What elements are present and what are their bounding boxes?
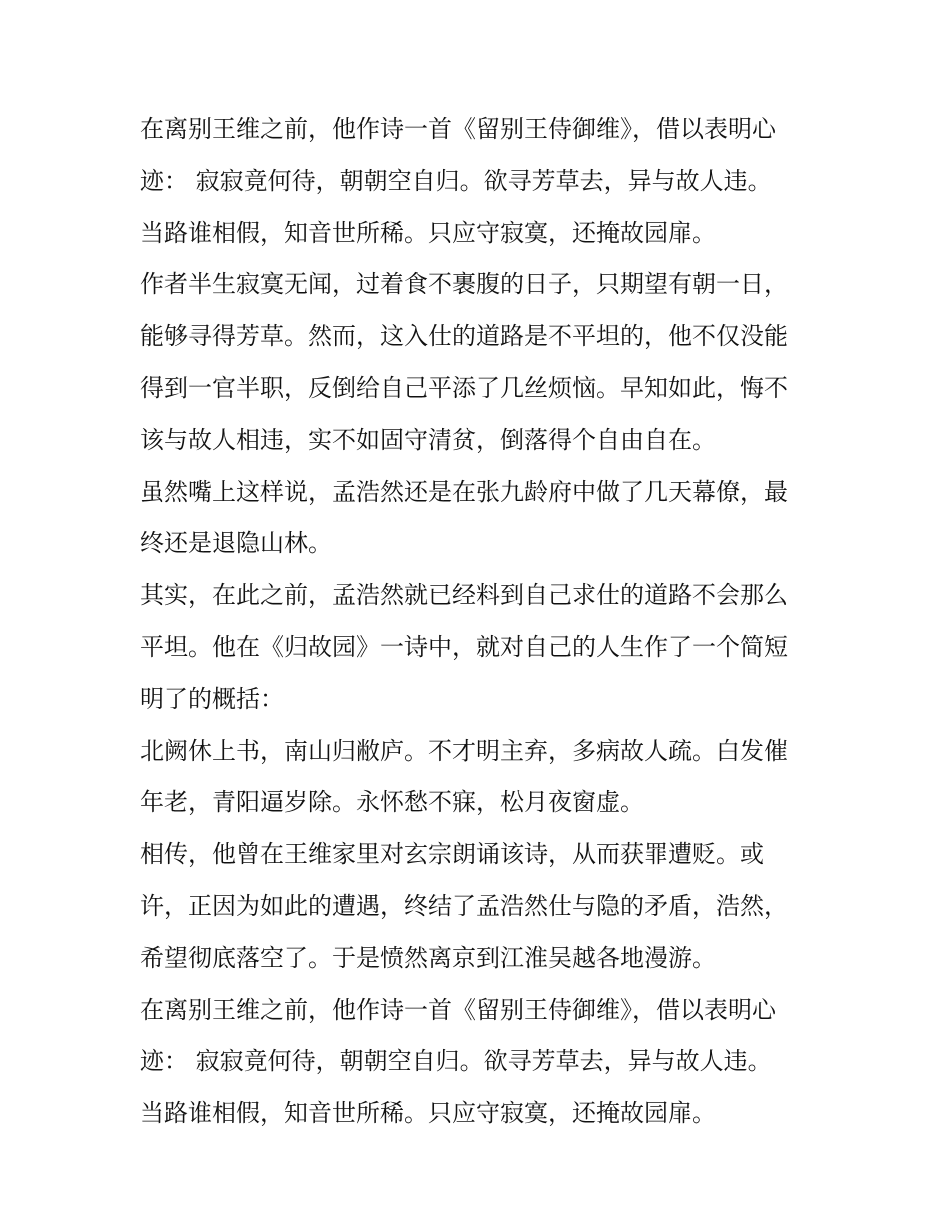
text-line: 终还是退隐山林。	[140, 529, 332, 558]
text-line: 在离别王维之前，他作诗一首《留别王侍御维》，借以表明心	[140, 995, 776, 1024]
text-line: 能够寻得芳草。然而，这入仕的道路是不平坦的，他不仅没能	[140, 322, 788, 351]
text-line: 其实，在此之前，孟浩然就已经料到自己求仕的道路不会那么	[140, 581, 788, 610]
text-line: 该与故人相违，实不如固守清贫，倒落得个自由自在。	[140, 425, 716, 454]
text-line: 北阙休上书，南山归敝庐。不才明主弃，多病故人疏。白发催	[140, 736, 788, 765]
document-body	[140, 104, 820, 1140]
text-line: 迹： 寂寂竟何待，朝朝空自归。欲寻芳草去，异与故人违。	[140, 166, 772, 195]
text-line: 明了的概括：	[140, 684, 284, 713]
text-line: 作者半生寂寞无闻，过着食不裹腹的日子，只期望有朝一日，	[140, 270, 788, 299]
text-line: 许，正因为如此的遭遇，终结了孟浩然仕与隐的矛盾，浩然，	[140, 891, 788, 920]
text-line: 迹： 寂寂竟何待，朝朝空自归。欲寻芳草去，异与故人违。	[140, 1047, 772, 1076]
text-line: 年老，青阳逼岁除。永怀愁不寐，松月夜窗虚。	[140, 788, 644, 817]
text-line: 当路谁相假，知音世所稀。只应守寂寞，还掩故园扉。	[140, 218, 716, 247]
text-line: 得到一官半职，反倒给自己平添了几丝烦恼。早知如此，悔不	[140, 373, 788, 402]
text-line: 当路谁相假，知音世所稀。只应守寂寞，还掩故园扉。	[140, 1099, 716, 1128]
text-line: 相传，他曾在王维家里对玄宗朗诵该诗，从而获罪遭贬。或	[140, 840, 764, 869]
text-line: 虽然嘴上这样说，孟浩然还是在张九龄府中做了几天幕僚，最	[140, 477, 788, 506]
text-line: 在离别王维之前，他作诗一首《留别王侍御维》，借以表明心	[140, 115, 776, 143]
text-line: 希望彻底落空了。于是愤然离京到江淮吴越各地漫游。	[140, 943, 716, 972]
text-line: 平坦。他在《归故园》一诗中，就对自己的人生作了一个简短	[140, 632, 788, 661]
